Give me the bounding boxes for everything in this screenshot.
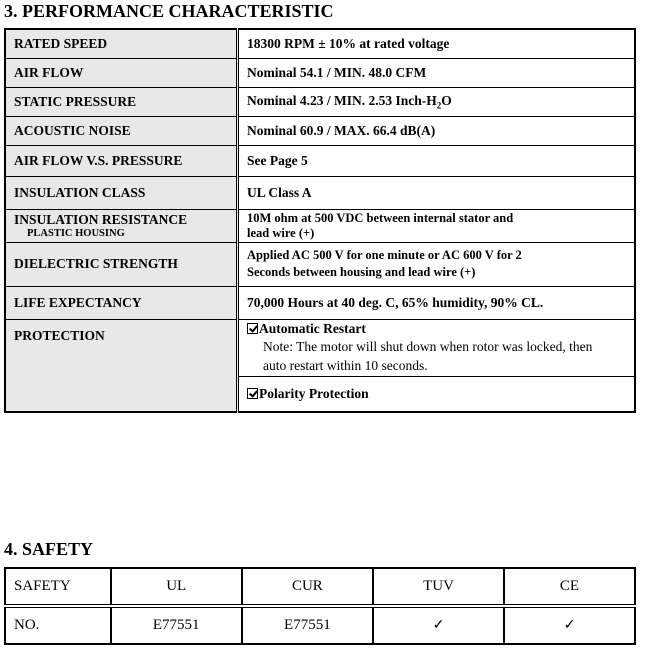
checkbox-checked-icon	[247, 323, 258, 334]
row-label: RATED SPEED	[5, 29, 238, 58]
header-cell: CUR	[242, 568, 373, 606]
section-heading-safety: 4. SAFETY	[4, 539, 94, 559]
row-value: 18300 RPM ± 10% at rated voltage	[238, 29, 636, 58]
protection-title: Polarity Protection	[259, 385, 369, 401]
row-value: 70,000 Hours at 40 deg. C, 65% humidity, 90% CL.	[238, 286, 636, 319]
label-sub: PLASTIC HOUSING	[27, 227, 125, 239]
table-header-row	[5, 568, 635, 606]
row-value	[238, 242, 636, 286]
value-line: 10M ohm at 500 VDC between internal stator and	[247, 210, 514, 225]
table-row	[5, 209, 635, 242]
table-row	[5, 606, 635, 644]
row-cell: NO.	[5, 606, 111, 644]
protection-title: Automatic Restart	[259, 321, 366, 336]
row-label: STATIC PRESSURE	[5, 87, 238, 116]
subscript: 2	[436, 100, 442, 111]
row-label: PROTECTION	[5, 319, 238, 412]
table-row	[5, 58, 635, 87]
header-cell: SAFETY	[5, 568, 111, 606]
value-line: Applied AC 500 V for one minute or AC 600 V for 2	[247, 248, 522, 262]
section-heading-performance: 3. PERFORMANCE CHARACTERISTIC	[4, 1, 334, 21]
header-cell: UL	[111, 568, 242, 606]
header-cell: CE	[504, 568, 635, 606]
row-label: DIELECTRIC STRENGTH	[5, 242, 238, 286]
row-label: ACOUSTIC NOISE	[5, 116, 238, 145]
performance-table	[4, 28, 636, 413]
table-row	[5, 242, 635, 286]
row-value: Nominal 54.1 / MIN. 48.0 CFM	[238, 58, 636, 87]
table-row	[5, 145, 635, 176]
protection-note: auto restart within 10 seconds.	[263, 358, 428, 373]
check-mark-icon: ✓	[504, 606, 635, 644]
value-line: Seconds between housing and lead wire (+)	[247, 265, 476, 279]
row-value: See Page 5	[238, 145, 636, 176]
row-label: AIR FLOW	[5, 58, 238, 87]
value-text: O	[441, 92, 452, 108]
row-cell: E77551	[111, 606, 242, 644]
checkbox-checked-icon	[247, 388, 258, 399]
row-label: AIR FLOW V.S. PRESSURE	[5, 145, 238, 176]
value-text: Nominal 4.23 / MIN. 2.53 Inch-H	[247, 92, 437, 108]
table-row	[5, 286, 635, 319]
row-value: Nominal 60.9 / MAX. 66.4 dB(A)	[238, 116, 636, 145]
safety-table	[4, 567, 636, 645]
value-line: lead wire (+)	[247, 225, 315, 240]
row-cell: E77551	[242, 606, 373, 644]
table-row	[5, 29, 635, 58]
row-value	[238, 209, 636, 242]
table-row-protection	[5, 319, 635, 376]
protection-item-automatic-restart	[238, 319, 636, 376]
row-value: UL Class A	[238, 176, 636, 209]
table-row	[5, 87, 635, 116]
row-label: INSULATION CLASS	[5, 176, 238, 209]
check-mark-icon: ✓	[373, 606, 504, 644]
label-main: INSULATION RESISTANCE	[14, 211, 188, 227]
protection-item-polarity	[238, 376, 636, 412]
protection-note: Note: The motor will shut down when rotor was locked, then	[263, 339, 593, 354]
row-label: LIFE EXPECTANCY	[5, 286, 238, 319]
table-row	[5, 176, 635, 209]
row-label	[5, 209, 238, 242]
table-row	[5, 116, 635, 145]
row-value	[238, 87, 636, 116]
header-cell: TUV	[373, 568, 504, 606]
